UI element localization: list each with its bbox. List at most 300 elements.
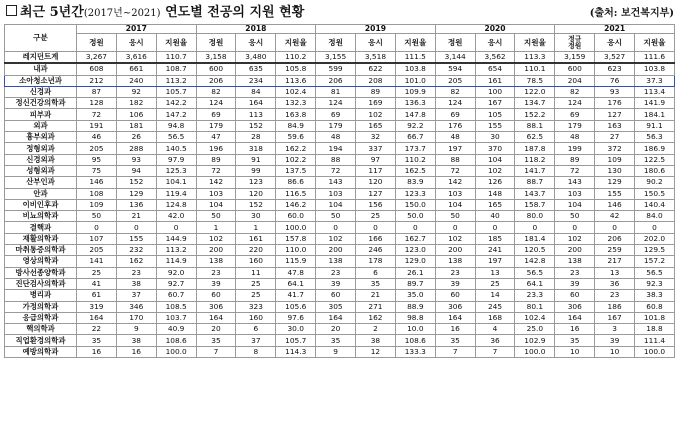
data-cell: 60.0 xyxy=(276,211,316,222)
data-cell: 41 xyxy=(77,278,117,289)
data-cell: 142 xyxy=(196,177,236,188)
data-cell: 206 xyxy=(595,233,635,244)
department-name: 안과 xyxy=(5,188,77,199)
data-cell: 108.6 xyxy=(395,335,435,346)
data-cell: 40.9 xyxy=(156,324,196,335)
table-row xyxy=(5,120,675,131)
table-row xyxy=(5,222,675,233)
data-cell: 92.2 xyxy=(395,120,435,131)
data-cell: 21 xyxy=(356,290,396,301)
data-cell: 152 xyxy=(236,199,276,210)
table-row xyxy=(5,75,675,86)
data-cell: 109.9 xyxy=(395,86,435,97)
data-cell: 35.0 xyxy=(395,290,435,301)
data-cell: 245 xyxy=(475,301,515,312)
data-cell: 143.7 xyxy=(515,188,555,199)
data-cell: 91 xyxy=(236,154,276,165)
data-cell: 117 xyxy=(356,165,396,176)
data-cell: 114.3 xyxy=(276,346,316,357)
data-cell: 90.2 xyxy=(635,177,675,188)
data-cell: 161 xyxy=(475,75,515,86)
data-cell: 82 xyxy=(435,86,475,97)
data-cell: 635 xyxy=(236,63,276,75)
data-cell: 25 xyxy=(475,278,515,289)
data-cell: 184.1 xyxy=(635,109,675,120)
table-row xyxy=(5,324,675,335)
data-cell: 88 xyxy=(435,154,475,165)
data-cell: 20 xyxy=(316,324,356,335)
data-cell: 191 xyxy=(77,120,117,131)
title-main: 최근 5년간 xyxy=(20,5,84,20)
data-cell: 102.2 xyxy=(276,154,316,165)
data-cell: 6 xyxy=(356,267,396,278)
data-cell: 170 xyxy=(116,312,156,323)
data-cell: 92.3 xyxy=(635,278,675,289)
data-cell: 20 xyxy=(196,324,236,335)
data-cell: 69 xyxy=(316,109,356,120)
data-cell: 129 xyxy=(595,177,635,188)
data-cell: 124.8 xyxy=(156,199,196,210)
header-year-2020: 2020 xyxy=(435,25,555,34)
data-cell: 30 xyxy=(236,211,276,222)
data-cell: 100.0 xyxy=(515,346,555,357)
data-cell: 99 xyxy=(236,165,276,176)
header-col: 응시 xyxy=(116,34,156,52)
header-year-2019: 2019 xyxy=(316,25,436,34)
data-cell: 0 xyxy=(435,222,475,233)
data-cell: 60 xyxy=(316,290,356,301)
data-cell: 129.0 xyxy=(395,256,435,267)
data-cell: 22 xyxy=(77,324,117,335)
data-cell: 208 xyxy=(356,75,396,86)
data-cell: 60 xyxy=(555,290,595,301)
data-cell: 162 xyxy=(116,256,156,267)
data-cell: 120.5 xyxy=(515,245,555,256)
data-cell: 38 xyxy=(116,278,156,289)
data-cell: 50 xyxy=(196,211,236,222)
table-row xyxy=(5,233,675,244)
header-col: 정원 xyxy=(316,34,356,52)
header-col: 정원 xyxy=(435,34,475,52)
data-cell: 108.6 xyxy=(156,335,196,346)
data-cell: 88.1 xyxy=(515,120,555,131)
data-cell: 186.9 xyxy=(635,143,675,154)
header-col: 응시 xyxy=(595,34,635,52)
data-cell: 25.0 xyxy=(515,324,555,335)
table-row xyxy=(5,335,675,346)
data-cell: 197 xyxy=(435,143,475,154)
data-cell: 88 xyxy=(316,154,356,165)
data-cell: 106 xyxy=(116,109,156,120)
data-cell: 150.5 xyxy=(635,188,675,199)
data-cell: 0 xyxy=(395,222,435,233)
data-cell: 23.3 xyxy=(515,290,555,301)
data-cell: 42.0 xyxy=(156,211,196,222)
data-cell: 72 xyxy=(555,165,595,176)
department-name: 진단검사의학과 xyxy=(5,278,77,289)
source-note: (출처: 보건복지부) xyxy=(589,8,674,19)
data-cell: 10.0 xyxy=(395,324,435,335)
data-cell: 114.9 xyxy=(156,256,196,267)
data-cell: 30 xyxy=(475,132,515,143)
data-cell: 622 xyxy=(356,63,396,75)
table-row xyxy=(5,143,675,154)
data-cell: 76 xyxy=(595,75,635,86)
department-name: 신경외과 xyxy=(5,154,77,165)
data-cell: 134.7 xyxy=(515,98,555,109)
header-col: 응시 xyxy=(236,34,276,52)
data-cell: 162.7 xyxy=(395,233,435,244)
data-cell: 305 xyxy=(316,301,356,312)
data-cell: 0 xyxy=(316,222,356,233)
data-cell: 113.6 xyxy=(276,75,316,86)
data-cell: 113.2 xyxy=(156,245,196,256)
data-cell: 179 xyxy=(316,120,356,131)
data-cell: 140.4 xyxy=(635,199,675,210)
data-cell: 0 xyxy=(595,222,635,233)
data-cell: 0 xyxy=(475,222,515,233)
table-row xyxy=(5,312,675,323)
data-cell: 196 xyxy=(196,143,236,154)
data-cell: 194 xyxy=(316,143,356,154)
data-cell: 102.4 xyxy=(276,86,316,97)
data-cell: 104 xyxy=(435,199,475,210)
data-cell: 8 xyxy=(236,346,276,357)
data-cell: 143 xyxy=(316,177,356,188)
data-cell: 140.5 xyxy=(156,143,196,154)
data-cell: 83.9 xyxy=(395,177,435,188)
department-name: 레지던트계 xyxy=(5,52,77,64)
data-cell: 166 xyxy=(356,233,396,244)
data-cell: 3,480 xyxy=(236,52,276,64)
applications-table xyxy=(4,24,675,358)
data-cell: 661 xyxy=(116,63,156,75)
data-cell: 25 xyxy=(236,278,276,289)
data-cell: 13 xyxy=(595,267,635,278)
data-cell: 84 xyxy=(236,86,276,97)
data-cell: 179 xyxy=(555,120,595,131)
data-cell: 39 xyxy=(595,335,635,346)
data-cell: 142 xyxy=(435,177,475,188)
data-cell: 200 xyxy=(316,245,356,256)
data-cell: 18.8 xyxy=(635,324,675,335)
data-cell: 103 xyxy=(316,188,356,199)
data-cell: 69 xyxy=(196,109,236,120)
data-cell: 105.7 xyxy=(156,86,196,97)
data-cell: 126 xyxy=(475,177,515,188)
data-cell: 100.0 xyxy=(156,346,196,357)
header-col: 지원율 xyxy=(515,34,555,52)
data-cell: 123 xyxy=(236,177,276,188)
data-cell: 56.3 xyxy=(635,132,675,143)
data-cell: 164 xyxy=(316,312,356,323)
department-name: 직업환경의학과 xyxy=(5,335,77,346)
table-row xyxy=(5,267,675,278)
data-cell: 241 xyxy=(475,245,515,256)
data-cell: 26 xyxy=(116,132,156,143)
data-cell: 306 xyxy=(555,301,595,312)
data-cell: 42 xyxy=(595,211,635,222)
data-cell: 39 xyxy=(196,278,236,289)
data-cell: 72 xyxy=(435,165,475,176)
data-cell: 108.7 xyxy=(156,63,196,75)
table-row xyxy=(5,245,675,256)
data-cell: 9 xyxy=(116,324,156,335)
data-cell: 246 xyxy=(356,245,396,256)
data-cell: 48 xyxy=(555,132,595,143)
department-name: 응급의학과 xyxy=(5,312,77,323)
data-cell: 318 xyxy=(236,143,276,154)
data-cell: 146 xyxy=(595,199,635,210)
data-cell: 60 xyxy=(196,290,236,301)
data-cell: 60.7 xyxy=(156,290,196,301)
data-cell: 2 xyxy=(356,324,396,335)
data-cell: 102 xyxy=(435,233,475,244)
data-cell: 599 xyxy=(316,63,356,75)
data-cell: 23 xyxy=(116,267,156,278)
data-cell: 220 xyxy=(236,245,276,256)
data-cell: 35 xyxy=(555,335,595,346)
data-cell: 3,144 xyxy=(435,52,475,64)
header-col: 지원율 xyxy=(156,34,196,52)
data-cell: 306 xyxy=(196,301,236,312)
table-row xyxy=(5,52,675,64)
data-cell: 103.7 xyxy=(156,312,196,323)
data-cell: 0 xyxy=(515,222,555,233)
data-cell: 120 xyxy=(236,188,276,199)
data-cell: 87 xyxy=(77,86,117,97)
data-cell: 88.9 xyxy=(395,301,435,312)
data-cell: 16 xyxy=(555,324,595,335)
data-cell: 156 xyxy=(356,199,396,210)
data-cell: 173.7 xyxy=(395,143,435,154)
data-cell: 105.6 xyxy=(276,301,316,312)
table-row xyxy=(5,132,675,143)
data-cell: 35 xyxy=(77,335,117,346)
data-cell: 176 xyxy=(435,120,475,131)
data-cell: 103.8 xyxy=(635,63,675,75)
data-cell: 72 xyxy=(316,165,356,176)
data-cell: 138 xyxy=(555,256,595,267)
data-cell: 14 xyxy=(475,290,515,301)
data-cell: 23 xyxy=(316,267,356,278)
data-cell: 50 xyxy=(435,211,475,222)
data-cell: 47.8 xyxy=(276,267,316,278)
data-cell: 141.7 xyxy=(515,165,555,176)
data-cell: 3,518 xyxy=(356,52,396,64)
data-cell: 98.8 xyxy=(395,312,435,323)
department-name: 영상의학과 xyxy=(5,256,77,267)
data-cell: 3,267 xyxy=(77,52,117,64)
data-cell: 103 xyxy=(555,188,595,199)
department-name: 이비인후과 xyxy=(5,199,77,210)
department-name: 성형외과 xyxy=(5,165,77,176)
data-cell: 37 xyxy=(116,290,156,301)
data-cell: 217 xyxy=(595,256,635,267)
data-cell: 50.0 xyxy=(395,211,435,222)
data-cell: 23 xyxy=(595,290,635,301)
data-cell: 199 xyxy=(555,143,595,154)
table-row xyxy=(5,188,675,199)
data-cell: 3 xyxy=(595,324,635,335)
data-cell: 181.4 xyxy=(515,233,555,244)
department-name: 소아청소년과 xyxy=(5,75,77,86)
data-cell: 60 xyxy=(435,290,475,301)
data-cell: 3,616 xyxy=(116,52,156,64)
data-cell: 181 xyxy=(116,120,156,131)
data-cell: 36 xyxy=(595,278,635,289)
header-col: 정원 xyxy=(196,34,236,52)
data-cell: 182 xyxy=(116,98,156,109)
data-cell: 160 xyxy=(236,256,276,267)
table-row xyxy=(5,177,675,188)
data-cell: 32 xyxy=(356,132,396,143)
data-cell: 259 xyxy=(595,245,635,256)
data-cell: 3,562 xyxy=(475,52,515,64)
header-col: 정원 xyxy=(77,34,117,52)
data-cell: 93 xyxy=(116,154,156,165)
data-cell: 7 xyxy=(196,346,236,357)
data-cell: 323 xyxy=(236,301,276,312)
data-cell: 370 xyxy=(475,143,515,154)
data-cell: 138 xyxy=(435,256,475,267)
data-cell: 157.2 xyxy=(635,256,675,267)
data-cell: 93 xyxy=(595,86,635,97)
data-cell: 169 xyxy=(356,98,396,109)
data-cell: 64.1 xyxy=(515,278,555,289)
data-cell: 6 xyxy=(236,324,276,335)
data-cell: 186 xyxy=(595,301,635,312)
data-cell: 124 xyxy=(555,98,595,109)
data-cell: 37 xyxy=(236,335,276,346)
data-cell: 176 xyxy=(595,98,635,109)
data-cell: 147.8 xyxy=(395,109,435,120)
data-cell: 152.2 xyxy=(515,109,555,120)
data-cell: 97.9 xyxy=(156,154,196,165)
data-cell: 9 xyxy=(316,346,356,357)
data-cell: 82 xyxy=(555,86,595,97)
data-cell: 39 xyxy=(555,278,595,289)
data-cell: 110.0 xyxy=(276,245,316,256)
data-cell: 206 xyxy=(316,75,356,86)
data-cell: 38.3 xyxy=(635,290,675,301)
header-col: 응시 xyxy=(475,34,515,52)
data-cell: 141.9 xyxy=(635,98,675,109)
data-cell: 163.8 xyxy=(276,109,316,120)
data-cell: 104 xyxy=(475,154,515,165)
data-cell: 113 xyxy=(236,109,276,120)
data-cell: 113.2 xyxy=(156,75,196,86)
data-cell: 164 xyxy=(77,312,117,323)
data-cell: 164 xyxy=(555,312,595,323)
data-cell: 143 xyxy=(555,177,595,188)
data-cell: 157.8 xyxy=(276,233,316,244)
data-cell: 82 xyxy=(196,86,236,97)
header-col: 정규 정원 xyxy=(555,34,595,52)
data-cell: 16 xyxy=(435,324,475,335)
data-cell: 89 xyxy=(196,154,236,165)
data-cell: 164 xyxy=(435,312,475,323)
data-cell: 113.3 xyxy=(515,52,555,64)
data-cell: 206 xyxy=(196,75,236,86)
data-cell: 86.6 xyxy=(276,177,316,188)
data-cell: 129 xyxy=(116,188,156,199)
data-cell: 80.1 xyxy=(515,301,555,312)
data-cell: 115.9 xyxy=(276,256,316,267)
department-name: 핵의학과 xyxy=(5,324,77,335)
data-cell: 25 xyxy=(77,267,117,278)
table-row xyxy=(5,165,675,176)
data-cell: 38 xyxy=(356,335,396,346)
data-cell: 10 xyxy=(595,346,635,357)
department-name: 예방의학과 xyxy=(5,346,77,357)
data-cell: 102 xyxy=(316,233,356,244)
data-cell: 12 xyxy=(356,346,396,357)
data-cell: 50 xyxy=(555,211,595,222)
data-cell: 23 xyxy=(555,267,595,278)
data-cell: 144.9 xyxy=(156,233,196,244)
data-cell: 39 xyxy=(316,278,356,289)
data-cell: 26.1 xyxy=(395,267,435,278)
department-name: 산부인과 xyxy=(5,177,77,188)
data-cell: 119.4 xyxy=(156,188,196,199)
data-cell: 165 xyxy=(356,120,396,131)
data-cell: 108 xyxy=(77,188,117,199)
data-cell: 116.5 xyxy=(276,188,316,199)
data-cell: 3,527 xyxy=(595,52,635,64)
department-name: 정형외과 xyxy=(5,143,77,154)
table-row xyxy=(5,109,675,120)
data-cell: 69 xyxy=(555,109,595,120)
data-cell: 61 xyxy=(77,290,117,301)
data-cell: 600 xyxy=(555,63,595,75)
data-cell: 104 xyxy=(196,199,236,210)
data-cell: 7 xyxy=(435,346,475,357)
department-name: 방사선종양학과 xyxy=(5,267,77,278)
data-cell: 103 xyxy=(196,188,236,199)
data-cell: 105.7 xyxy=(276,335,316,346)
data-cell: 161 xyxy=(236,233,276,244)
data-cell: 654 xyxy=(475,63,515,75)
data-cell: 124 xyxy=(435,98,475,109)
data-cell: 152 xyxy=(116,177,156,188)
data-cell: 608 xyxy=(77,63,117,75)
data-cell: 37.3 xyxy=(635,75,675,86)
data-cell: 0 xyxy=(555,222,595,233)
data-cell: 205 xyxy=(77,143,117,154)
data-cell: 50 xyxy=(77,211,117,222)
data-cell: 81 xyxy=(316,86,356,97)
data-cell: 127 xyxy=(595,109,635,120)
data-cell: 100.0 xyxy=(276,222,316,233)
data-cell: 25 xyxy=(236,290,276,301)
data-cell: 288 xyxy=(116,143,156,154)
data-cell: 7 xyxy=(475,346,515,357)
data-cell: 11 xyxy=(236,267,276,278)
data-cell: 92.7 xyxy=(156,278,196,289)
data-cell: 372 xyxy=(595,143,635,154)
data-cell: 62.5 xyxy=(515,132,555,143)
page-title xyxy=(20,1,304,20)
data-cell: 64.1 xyxy=(276,278,316,289)
data-cell: 25 xyxy=(356,211,396,222)
data-cell: 46 xyxy=(77,132,117,143)
data-cell: 104.1 xyxy=(156,177,196,188)
data-cell: 94.8 xyxy=(156,120,196,131)
data-cell: 110.2 xyxy=(276,52,316,64)
data-cell: 0 xyxy=(116,222,156,233)
table-row xyxy=(5,256,675,267)
